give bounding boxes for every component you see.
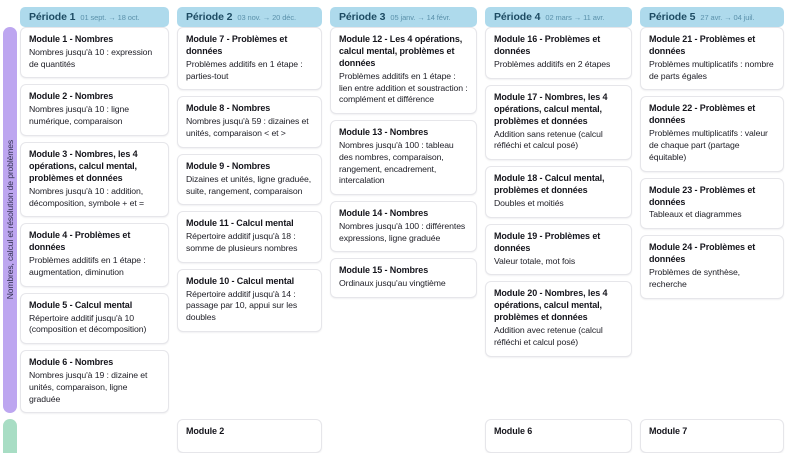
module-title: Module 7 [649,426,688,437]
module-card[interactable] [640,419,784,453]
module-card[interactable] [330,258,477,298]
period-column-5 [640,27,792,413]
module-title: Module 19 - Problèmes et données [494,230,601,253]
period-pill-1[interactable] [20,7,169,27]
module-card[interactable] [20,84,169,135]
period-column-1 [20,419,177,453]
period-name: Période 4 [494,11,541,23]
module-card[interactable] [20,27,169,78]
module-description: Répertoire additif jusqu'à 18 : somme de plusieurs nombres [186,231,298,253]
module-title: Module 3 - Nombres, les 4 opérations, calcul mental, problèmes et données [29,148,138,183]
module-card[interactable] [330,201,477,252]
domain-band-1[interactable] [3,27,17,413]
period-column-2 [177,419,330,453]
module-title: Module 6 - Nombres [29,357,114,368]
module-description: Nombres jusqu'à 10 : addition, décomposition, symbole + et = [29,185,144,208]
module-description: Valeur totale, mot fois [494,255,576,266]
module-description: Problèmes de synthèse, recherche [649,267,740,289]
period-column-4 [485,27,640,413]
period-dates: 27 avr. → 04 juil. [700,12,755,22]
period-name: Période 3 [339,11,386,23]
module-card[interactable] [20,293,169,344]
module-card[interactable] [485,281,632,356]
period-column-3 [330,419,485,453]
module-description: Addition avec retenue (calcul réfléchi et calcul posé) [494,325,603,348]
module-title: Module 14 - Nombres [339,208,429,219]
module-card[interactable] [640,235,784,298]
module-card[interactable] [485,27,632,79]
module-card[interactable] [640,27,784,90]
module-title: Module 18 - Calcul mental, problèmes et données [494,173,605,196]
module-title: Module 24 - Problèmes et données [649,242,756,265]
columns-container [17,27,800,413]
period-name: Période 2 [186,11,233,23]
module-title: Module 15 - Nombres [339,265,429,276]
module-title: Module 9 - Nombres [186,160,271,171]
module-card[interactable] [20,350,169,413]
module-description: Doubles et moitiés [494,197,564,208]
module-description: Problèmes additifs en 1 étape : parties-tout [186,58,303,81]
module-card[interactable] [485,419,632,453]
module-title: Module 1 - Nombres [29,34,114,44]
period-name: Période 5 [649,11,696,23]
module-description: Tableaux et diagrammes [649,209,742,220]
module-description: Problèmes additifs en 2 étapes [494,58,611,69]
module-title: Module 7 - Problèmes et données [186,34,288,56]
module-title: Module 16 - Problèmes et données [494,34,601,56]
module-title: Module 6 [494,426,533,437]
module-title: Module 2 [186,426,225,437]
module-description: Problèmes multiplicatifs : valeur de chaque part (partage équitable) [649,128,768,162]
module-title: Module 8 - Nombres [186,103,271,114]
module-description: Dizaines et unités, ligne graduée, suite, rangement, comparaison [186,173,312,196]
module-description: Nombres jusqu'à 10 : ligne numérique, comparaison [29,104,129,127]
module-description: Nombres jusqu'à 59 : dizaines et unités, comparaison < et > [186,116,309,139]
module-title: Module 17 - Nombres, les 4 opérations, calcul mental, problèmes et données [494,91,608,126]
module-card[interactable] [177,96,322,147]
domain-band-label: Nombres, calcul et résolution de problèmes [5,140,15,300]
module-description: Problèmes multiplicatifs : nombre de parts égales [649,58,774,81]
period-column-4 [485,419,640,453]
module-description: Addition sans retenue (calcul réfléchi et calcul posé) [494,128,603,151]
domain-rows-container [0,27,800,453]
module-title: Module 21 - Problèmes et données [649,34,756,56]
period-pill-4[interactable] [485,7,632,27]
module-card[interactable] [177,154,322,205]
module-card[interactable] [177,211,322,262]
period-pill-3[interactable] [330,7,477,27]
module-description: Répertoire additif jusqu'à 14 : passage par 10, appui sur les doubles [186,288,298,323]
module-description: Nombres jusqu'à 19 : dizaine et unités, comparaison, ligne graduée [29,370,148,404]
module-description: Ordinaux jusqu'au vingtième [339,278,446,289]
domain-row-1 [0,27,800,413]
period-dates: 05 janv. → 14 févr. [390,12,451,22]
period-column-2 [177,27,330,413]
period-header-row [0,0,800,27]
module-title: Module 10 - Calcul mental [186,275,295,286]
module-title: Module 12 - Les 4 opérations, calcul mental, problèmes et données [339,34,463,68]
module-card[interactable] [485,85,632,160]
module-card[interactable] [640,96,784,171]
module-description: Nombres jusqu'à 10 : expression de quantités [29,46,153,69]
module-description: Problèmes additifs en 1 étape : augmentation, diminution [29,255,146,277]
columns-container [17,419,800,453]
module-card[interactable] [20,223,169,286]
module-card[interactable] [20,142,169,217]
period-dates: 03 nov. → 20 déc. [237,12,296,22]
period-pill-5[interactable] [640,7,784,27]
module-card[interactable] [330,120,477,195]
module-title: Module 13 - Nombres [339,127,429,138]
period-dates: 01 sept. → 18 oct. [80,12,140,22]
module-title: Module 22 - Problèmes et données [649,103,756,126]
module-title: Module 11 - Calcul mental [186,218,294,229]
module-title: Module 2 - Nombres [29,91,114,102]
module-description: Problèmes additifs en 1 étape : lien entre addition et soustraction : complément et différence [339,70,468,105]
module-card[interactable] [640,178,784,230]
module-title: Module 5 - Calcul mental [29,299,133,310]
module-card[interactable] [485,166,632,218]
period-column-3 [330,27,485,413]
module-title: Module 23 - Problèmes et données [649,184,756,207]
module-description: Nombres jusqu'à 100 : différentes expressions, ligne graduée [339,220,466,243]
module-card[interactable] [177,269,322,332]
period-dates: 02 mars → 11 avr. [545,12,605,22]
module-card[interactable] [177,27,322,90]
module-title: Module 4 - Problèmes et données [29,230,131,253]
module-description: Nombres jusqu'à 100 : tableau des nombres, comparaison, rangement, encadrement, intercalation [339,140,454,186]
domain-band-2[interactable] [3,419,17,453]
domain-row-2 [0,419,800,453]
period-column-1 [20,27,177,413]
period-name: Période 1 [29,11,76,23]
period-column-5 [640,419,792,453]
module-card[interactable] [485,224,632,276]
module-card[interactable] [177,419,322,453]
period-pill-2[interactable] [177,7,322,27]
module-description: Répertoire additif jusqu'à 10 (composition et décomposition) [29,312,147,335]
module-title: Module 20 - Nombres, les 4 opérations, calcul mental, problèmes et données [494,288,608,323]
module-card[interactable] [330,27,477,114]
